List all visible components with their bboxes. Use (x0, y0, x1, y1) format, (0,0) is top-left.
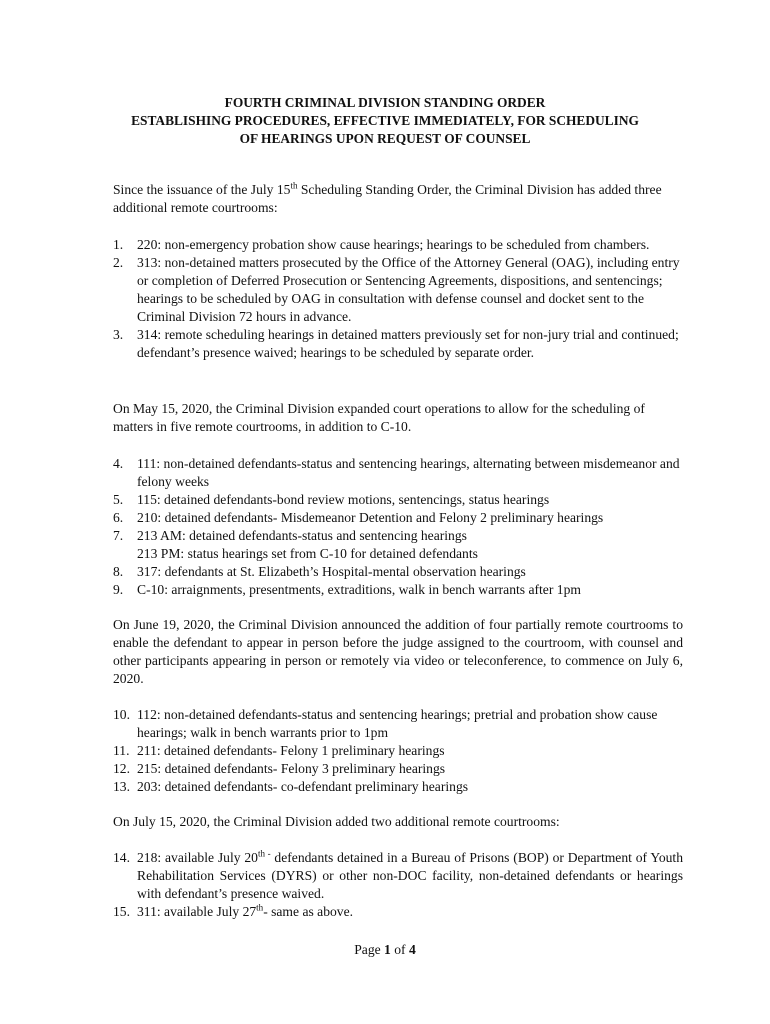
list-item (113, 778, 683, 796)
list-item-text: 210: detained defendants- Misdemeanor Detention and Felony 2 preliminary hearings (137, 510, 604, 525)
list-item (113, 491, 683, 509)
july-paragraph: On July 15, 2020, the Criminal Division added two additional remote courtrooms: (113, 814, 560, 829)
list-item-text-pre: 311: available July 27 (137, 904, 257, 919)
courtroom-list-3 (113, 706, 683, 796)
list-item-superscript: th (256, 902, 264, 913)
list-item-number: 2. (113, 255, 124, 270)
list-item (113, 509, 683, 527)
intro-text-post: Scheduling Standing Order, the Criminal Division has added three additional remote courtrooms: (113, 182, 662, 215)
list-item-text: 211: detained defendants- Felony 1 preliminary hearings (137, 743, 445, 758)
intro-paragraph (113, 181, 683, 217)
list-item-number: 1. (113, 237, 124, 252)
page-footer (0, 942, 770, 958)
list-item (113, 903, 683, 921)
list-item (113, 455, 683, 491)
list-item (113, 849, 683, 903)
list-item-text: 112: non-detained defendants-status and sentencing hearings; pretrial and probation show cause hearings; walk in bench warrants prior to 1pm (137, 707, 658, 740)
courtroom-list-2 (113, 455, 683, 599)
list-item (113, 527, 683, 563)
may-paragraph: On May 15, 2020, the Criminal Division expanded court operations to allow for the scheduling of matters in five remote courtrooms, in addition to C-10. (113, 401, 645, 434)
page-word: Page (354, 942, 385, 957)
list-item-number: 11. (113, 743, 130, 758)
list-item-number: 12. (113, 761, 130, 776)
list-item-superscript: th - (257, 848, 271, 859)
list-item-text-pre: 218: available July 20 (137, 850, 258, 865)
list-item-number: 4. (113, 456, 124, 471)
list-item-text: 111: non-detained defendants-status and sentencing hearings, alternating between misdemeanor and felony weeks (137, 456, 680, 489)
title-line-2: ESTABLISHING PROCEDURES, EFFECTIVE IMMEDIATELY, FOR SCHEDULING (131, 113, 639, 128)
list-item-number: 6. (113, 510, 124, 525)
list-item-text: 215: detained defendants- Felony 3 preliminary hearings (137, 761, 446, 776)
list-item-subtext: 213 PM: status hearings set from C-10 for detained defendants (137, 546, 478, 561)
title-line-3: OF HEARINGS UPON REQUEST OF COUNSEL (239, 131, 531, 146)
list-item (113, 760, 683, 778)
june-paragraph: On June 19, 2020, the Criminal Division announced the addition of four partially remote courtrooms to enable the defendant to appear in person before the judge assigned to the courtroom, with counsel and other participants appearing in person or remotely via video or teleconference, to commence on July 6, 2020. (113, 617, 683, 686)
list-item-number: 15. (113, 904, 130, 919)
courtroom-list-1 (113, 236, 683, 362)
list-item-text-post: defendants detained in a Bureau of Prisons (BOP) or Department of Youth Rehabilitation Services (DYRS) or other non-DOC facility, non-detained defendants or hearings with defendant’s presence waived. (137, 850, 683, 901)
list-item (113, 326, 683, 362)
list-item-text: 314: remote scheduling hearings in detained matters previously set for non-jury trial and continued; defendant’s presence waived; hearings to be scheduled by separate order. (137, 327, 679, 360)
list-item-number: 13. (113, 779, 130, 794)
list-item (113, 563, 683, 581)
page-number: 1 (384, 942, 391, 957)
list-item (113, 254, 683, 326)
page-total: 4 (408, 942, 416, 957)
list-item (113, 742, 683, 760)
list-item-number: 3. (113, 327, 124, 342)
list-item-number: 10. (113, 707, 130, 722)
list-item-number: 8. (113, 564, 124, 579)
of-word: of (390, 942, 409, 957)
list-item-number: 9. (113, 582, 124, 597)
list-item-number: 14. (113, 850, 130, 865)
list-item-text: 115: detained defendants-bond review motions, sentencings, status hearings (137, 492, 550, 507)
list-item-text: C-10: arraignments, presentments, extraditions, walk in bench warrants after 1pm (137, 582, 581, 597)
intro-text-pre: Since the issuance of the July 15 (113, 182, 291, 197)
list-item-text: 313: non-detained matters prosecuted by the Office of the Attorney General (OAG), including entry or completion of Deferred Prosecution or Sentencing Agreements, dispositions, and sentencings; hearings to be scheduled by OAG in consultation with defense counsel and docket sent to the Criminal Division 72 hours in advance. (137, 255, 680, 324)
list-item-text-post: - same as above. (263, 904, 354, 919)
list-item-text: 203: detained defendants- co-defendant preliminary hearings (137, 779, 469, 794)
title-line-1: FOURTH CRIMINAL DIVISION STANDING ORDER (224, 95, 546, 110)
list-item-number: 7. (113, 528, 124, 543)
list-item (113, 706, 683, 742)
list-item-text: 317: defendants at St. Elizabeth’s Hospital-mental observation hearings (137, 564, 526, 579)
list-item-text: 220: non-emergency probation show cause hearings; hearings to be scheduled from chambers. (137, 237, 650, 252)
list-item (113, 581, 683, 599)
list-item (113, 236, 683, 254)
document-title (80, 94, 690, 148)
list-item-text: 213 AM: detained defendants-status and sentencing hearings (137, 528, 467, 543)
list-item-number: 5. (113, 492, 124, 507)
intro-superscript: th (290, 180, 298, 191)
courtroom-list-4 (113, 849, 683, 921)
